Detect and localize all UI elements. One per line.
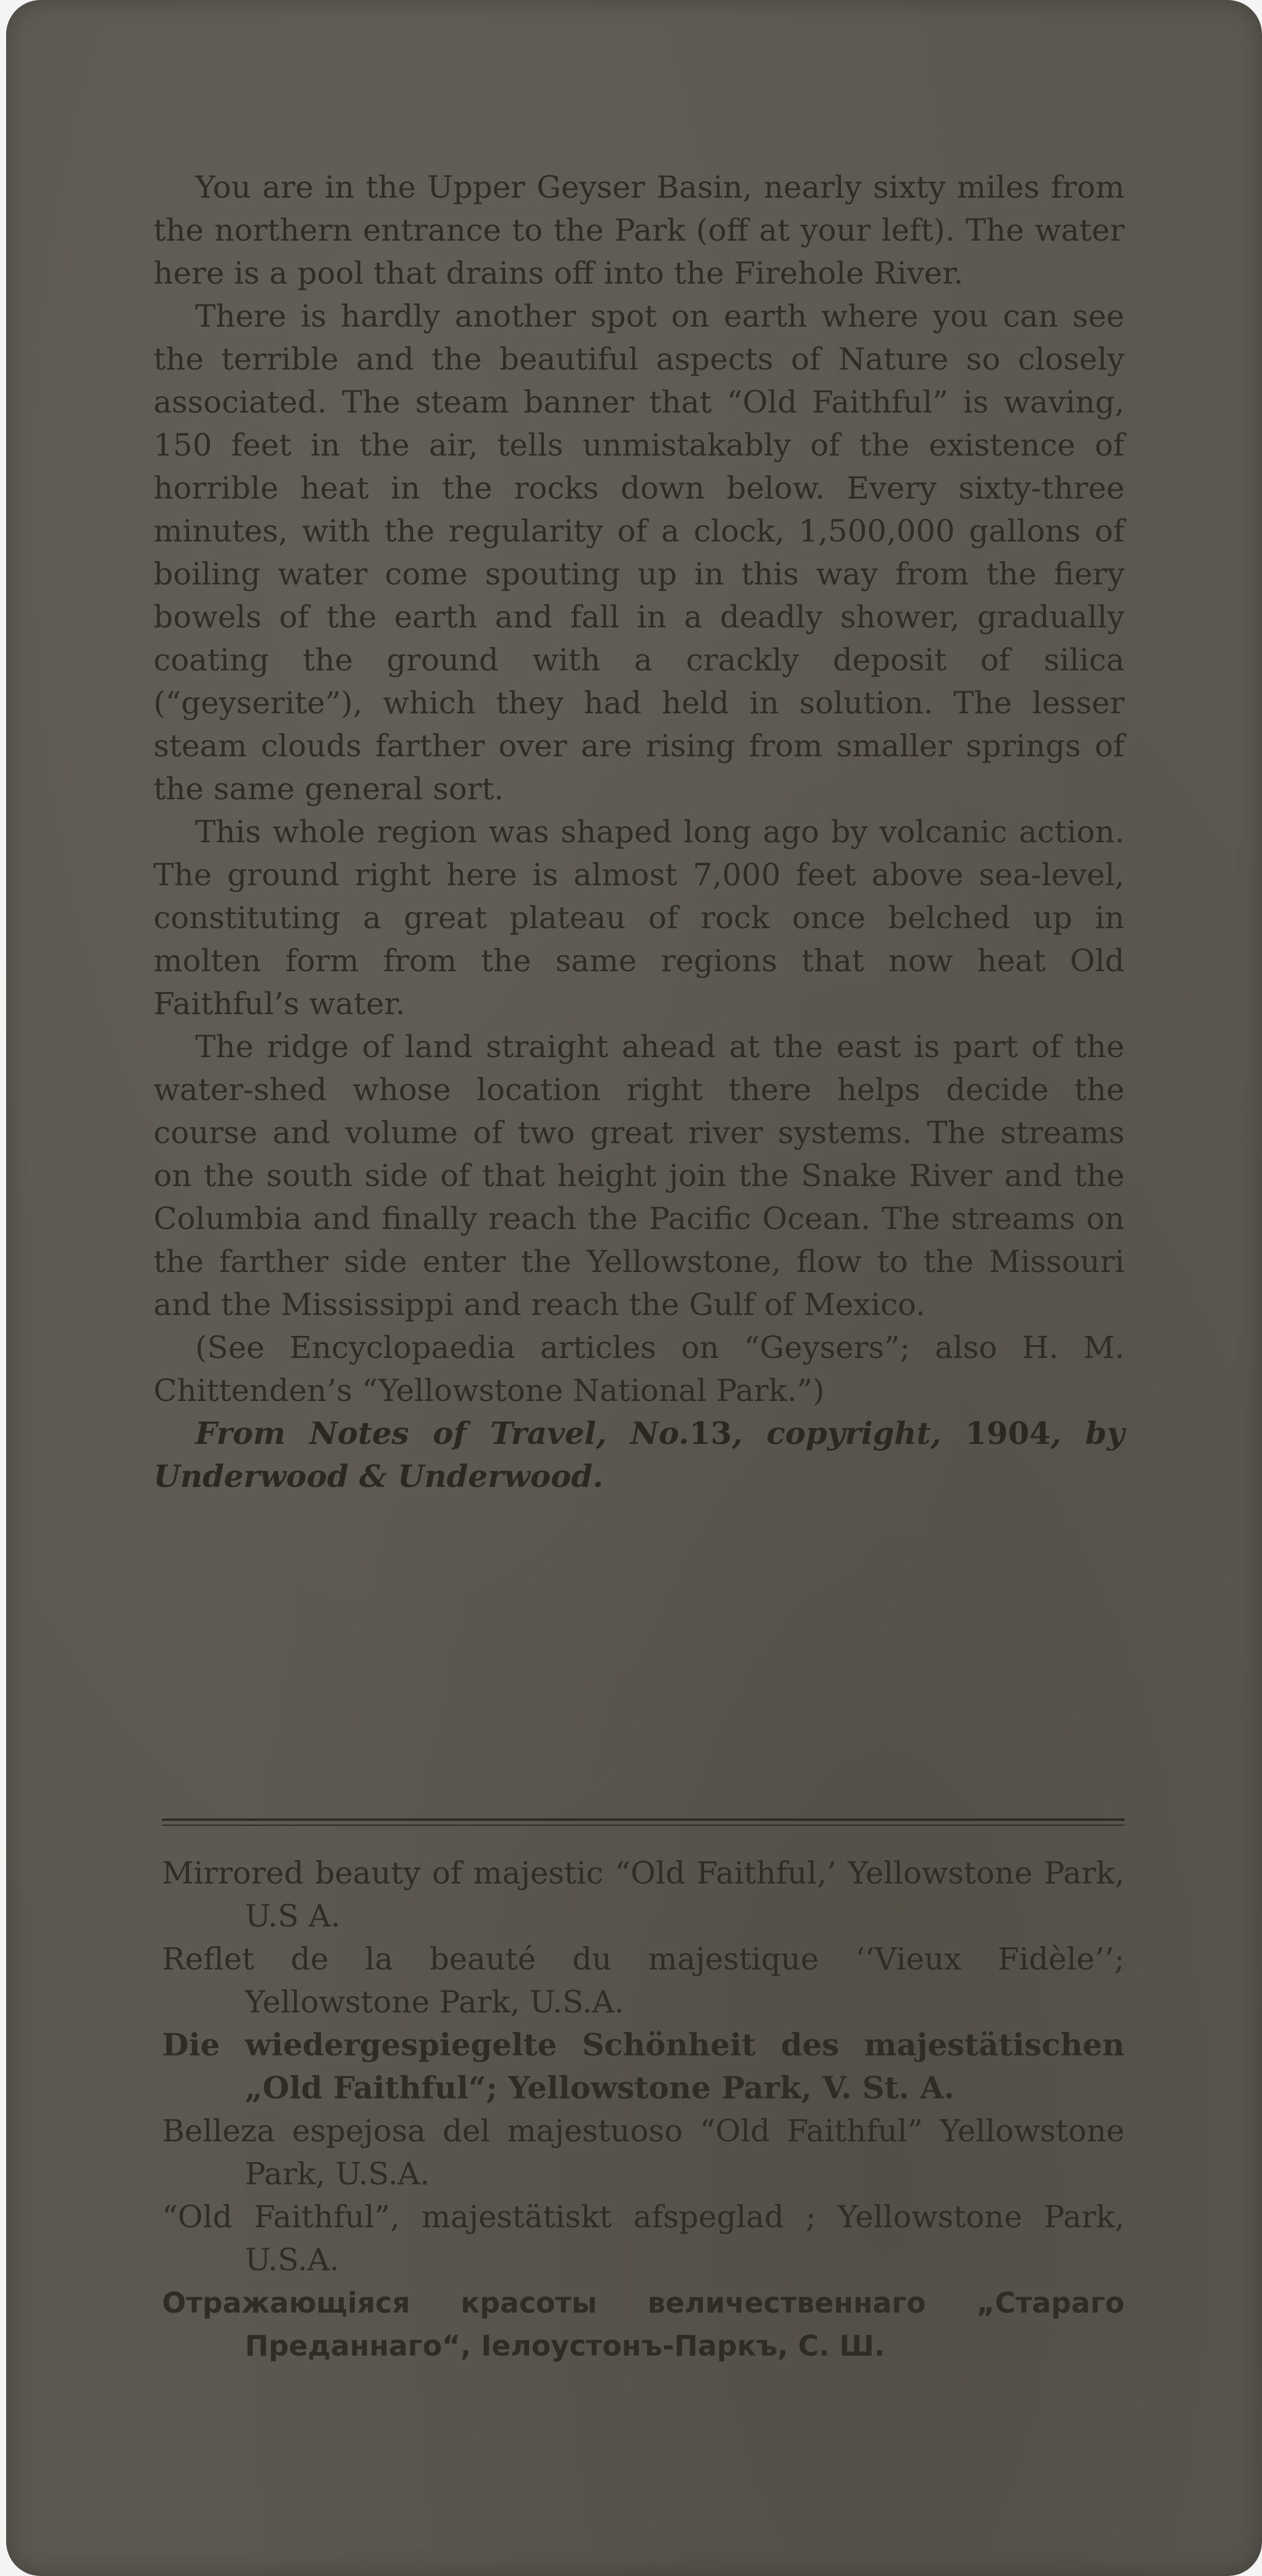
paragraph-geyser: There is hardly another spot on earth where you can see the terrible and the beautiful aspects of Nature so closely associated. The steam banner that “Old Faithful” is waving, 150 feet in the air, tells unmistakably of the existence of horrible heat in the rocks down below. Every sixty-three minutes, with the regularity of a clock, 1,500,000 gallons of boiling water come spouting up in this way from the fiery bowels of the earth and fall in a deadly shower, gradually coating the ground with a crackly deposit of silica (“geyserite”), which they had held in solution. The lesser steam clouds farther over are rising from smaller springs of the same general sort.	[153, 298, 1125, 807]
caption-russian: Отражающіяся красоты величественнаго „Стараго Преданнаго“, Іелоустонъ-Паркъ, С. Ш.	[162, 2286, 1125, 2362]
copyright-credit	[153, 1412, 1125, 1498]
credit-year: 1904	[965, 1415, 1051, 1451]
caption-english: Mirrored beauty of majestic “Old Faithful,’ Yellowstone Park, U.S A.	[162, 1855, 1125, 1934]
caption-french: Reflet de la beauté du majestique ‘‘Vieux Fidèle’’; Yellowstone Park, U.S.A.	[162, 1941, 1125, 2020]
stereoview-card-back	[6, 0, 1262, 2576]
caption-spanish: Belleza espejosa del majestuoso “Old Faithful” Yellowstone Park, U.S.A.	[162, 2113, 1125, 2192]
credit-mid: , copyright,	[732, 1415, 966, 1451]
paragraph-watershed: The ridge of land straight ahead at the east is part of the water-shed whose location right there helps decide the course and volume of two great river systems. The streams on the south side of that height join the Snake River and the Columbia and finally reach the Pacific Ocean. The streams on the farther side enter the Yellowstone, flow to the Missouri and the Mississippi and reach the Gulf of Mexico.	[153, 1029, 1125, 1322]
paragraph-location: You are in the Upper Geyser Basin, nearly sixty miles from the northern entrance to the Park (off at your left). The water here is a pool that drains off into the Firehole River.	[153, 169, 1125, 291]
multilingual-captions	[162, 1852, 1125, 2367]
paragraph-references: (See Encyclopaedia articles on “Geysers”; also H. M. Chittenden’s “Yellowstone National Park.”)	[153, 1330, 1125, 1408]
double-rule-divider	[162, 1818, 1125, 1826]
credit-tail: , by Underwood & Underwood.	[153, 1415, 1125, 1494]
caption-german: Die wiedergespiegelte Schönheit des majestätischen „Old Faithful“; Yellowstone Park, V. St. A.	[162, 2027, 1125, 2106]
credit-number: 13	[689, 1415, 732, 1451]
caption-swedish: “Old Faithful”, majestätiskt afspeglad ; Yellowstone Park, U.S.A.	[162, 2199, 1125, 2278]
paragraph-volcanic: This whole region was shaped long ago by volcanic action. The ground right here is almost 7,000 feet above sea-level, constituting a great plateau of rock once belched up in molten form from the same regions that now heat Old Faithful’s water.	[153, 814, 1125, 1022]
credit-lead: From Notes of Travel, No.	[195, 1415, 689, 1451]
description-text	[153, 166, 1125, 1498]
